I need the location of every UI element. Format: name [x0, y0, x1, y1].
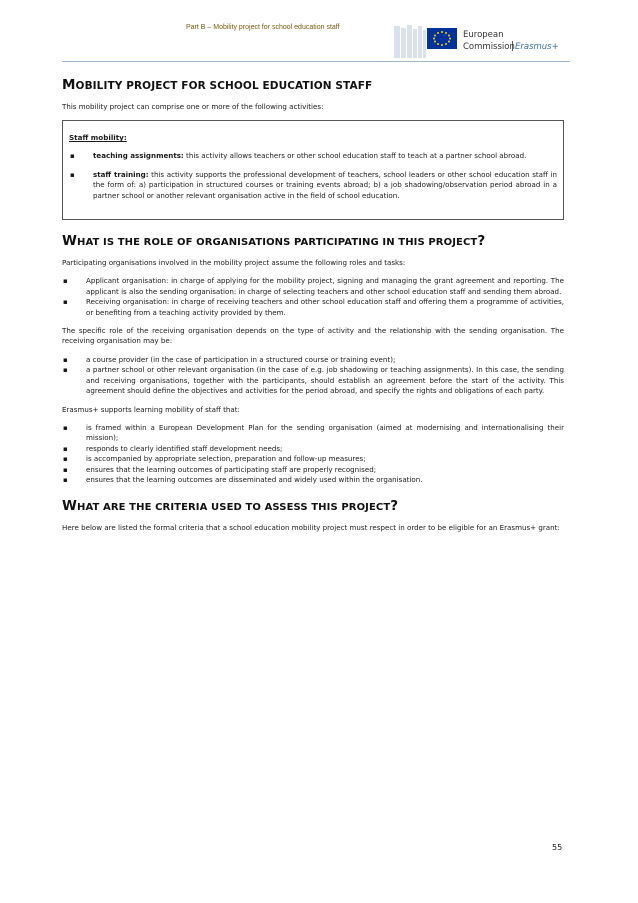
list-item: ▪ Applicant organisation: in charge of applying for the mobility project, signing and managing the grant agreement and reporting. The applicant is also the sending organisation: in charge of selecting teachers and other school education staff and sending them abroad.	[63, 276, 564, 296]
list-item: ▪ a partner school or other relevant organisation (in the case of e.g. job shadowing or teaching assignments). In this case, the sending and receiving organisations, together with the participants, should establish an agreement before the start of the activity. This agreement should define the objectives and activities for the period abroad, and specify the rights and obligations of each party.	[63, 365, 564, 396]
square-bullet-icon: ▪	[63, 355, 68, 364]
staff-mobility-box	[62, 120, 564, 220]
supports-text: Erasmus+ supports learning mobility of staff that:	[62, 404, 240, 414]
section-heading-roles: WHAT IS THE ROLE OF ORGANISATIONS PARTICIPATING IN THIS PROJECT?	[62, 233, 486, 250]
square-bullet-icon: ▪	[63, 277, 68, 286]
list-item: ▪ ensures that the learning outcomes are disseminated and widely used within the organisation.	[63, 474, 423, 484]
list-item: ▪ staff training: this activity supports the professional development of teachers, school leaders or other school education staff in the form of: a) participation in structured courses or training events abroad; b) a job shadowing/observation period abroad in a partner school or another relevant organisation active in the field of school education.	[70, 169, 557, 200]
square-bullet-icon: ▪	[63, 465, 68, 474]
staff-mobility-list	[69, 151, 557, 201]
square-bullet-icon: ▪	[63, 455, 68, 464]
square-bullet-icon: ▪	[63, 475, 68, 484]
logo-text-commission: Commission	[463, 42, 515, 52]
section-heading-criteria: WHAT ARE THE CRITERIA USED TO ASSESS THIS PROJECT?	[62, 498, 399, 515]
list-item: ▪ is accompanied by appropriate selection, preparation and follow-up measures;	[63, 454, 366, 464]
list-item: ▪ Receiving organisation: in charge of receiving teachers and other school education staff and offering them a programme of activities, or benefiting from a teaching activity provided by them.	[63, 297, 564, 317]
list-item: ▪ teaching assignments: this activity allows teachers or other school education staff to teach at a partner school abroad.	[70, 151, 527, 161]
list-item: ▪ is framed within a European Development Plan for the sending organisation (aimed at modernising and internationalising their mission);	[63, 422, 564, 443]
square-bullet-icon: ▪	[63, 366, 68, 375]
logo-text-european: European	[463, 30, 504, 40]
receiving-types-list	[62, 355, 564, 397]
square-bullet-icon: ▪	[63, 298, 68, 307]
support-list	[62, 423, 564, 485]
list-item: ▪ responds to clearly identified staff development needs;	[63, 443, 283, 453]
square-bullet-icon: ▪	[70, 170, 75, 179]
running-header: Part B – Mobility project for school education staff	[186, 24, 340, 31]
criteria-text: Here below are listed the formal criteria that a school education mobility project must respect in order to be eligible for an Erasmus+ grant:	[62, 523, 560, 533]
intro-text: This mobility project can comprise one or more of the following activities:	[62, 102, 324, 111]
european-commission-logo	[392, 24, 568, 60]
page-content	[62, 77, 564, 542]
square-bullet-icon: ▪	[70, 152, 75, 161]
square-bullet-icon: ▪	[63, 423, 68, 432]
list-item: ▪ ensures that the learning outcomes of participating staff are properly recognised;	[63, 464, 377, 474]
roles-list	[62, 276, 564, 318]
roles-intro: Participating organisations involved in the mobility project assume the following roles and tasks:	[62, 258, 406, 268]
list-item: ▪ a course provider (in the case of participation in a structured course or training event);	[63, 354, 396, 364]
staff-mobility-title: Staff mobility:	[69, 133, 127, 143]
specific-role-text: The specific role of the receiving organisation depends on the type of activity and the relationship with the sending organisation. The receiving organisation may be:	[62, 326, 564, 346]
page-title: MOBILITY PROJECT FOR SCHOOL EDUCATION STAFF	[62, 77, 373, 93]
logo-text-erasmus: Erasmus+	[515, 42, 559, 52]
header-rule	[62, 61, 570, 62]
square-bullet-icon: ▪	[63, 444, 68, 453]
page-number: 55	[552, 843, 563, 852]
